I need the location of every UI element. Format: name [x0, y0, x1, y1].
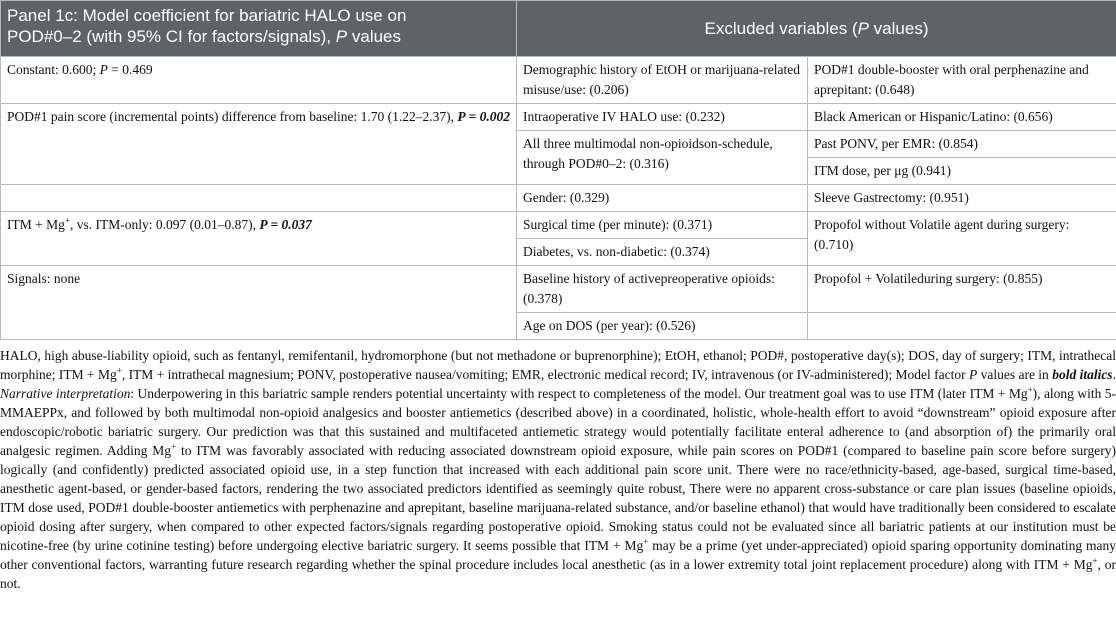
itm-mg-p: P = 0.037	[259, 217, 312, 232]
narrative-text-4: may be a prime (yet under-appreciated) opioid sparing opportunity dominating many other conventional factors, warranting future research regarding whether the spinal procedure includes local anesthetic (as in a lower extremity total joint replacement procedure) along with ITM + Mg	[0, 538, 1116, 572]
pain-score-p: P = 0.002	[457, 109, 510, 124]
header-model-panel	[1, 1, 517, 57]
itm-mg-sup: +	[64, 215, 70, 226]
header-left-line2: POD#0–2 (with 95% CI for factors/signals),	[7, 27, 336, 46]
excluded-variable-cell: Intraoperative IV HALO use: (0.232)	[517, 104, 808, 131]
pain-score-cell	[1, 104, 517, 185]
table-footnotes	[0, 346, 1116, 593]
header-right-p: P	[857, 19, 869, 38]
narrative-sup-4: +	[1092, 555, 1098, 566]
narrative-sup-3: +	[643, 536, 649, 547]
excluded-variable-cell: POD#1 double-booster with oral perphenazine and aprepitant: (0.648)	[808, 57, 1116, 104]
itm-mg-cell	[1, 212, 517, 266]
excluded-variable-cell: All three multimodal non-opioidson-schedule, through POD#0–2: (0.316)	[517, 131, 808, 185]
header-left-p: P	[335, 27, 348, 46]
narrative-text-3: to ITM was favorably associated with reducing associated downstream opioid exposure, while pain scores on POD#1 (compared to baseline pain score before surgery) logically (and confidently) predicted associated opioid use, in a step function that increased with each additional pain score unit. There were no race/ethnicity-based, age-based, surgical time-based, anesthetic agent-based, or gender-based factors, rendering the two associated predictors identified as seemingly quite robust, There were no apparent cross-substance or care plan issues (baseline opioids, ITM dose used, POD#1 double-booster antiemetics with perphenazine and aprepitant, baseline marijuana-related substance, and/or baseline ethanol) that would have traditionally been considered to escalate opioid dosing after surgery, when compared to other expected factors/signals regarding postoperative opioid. Smoking status could not be evaluated since all bariatric patients at our institution must be nicotine-free (by urine cotinine testing) before undergoing elective bariatric surgery. It seems possible that ITM + Mg	[0, 443, 1116, 553]
empty-cell	[808, 313, 1116, 340]
excluded-variable-cell: Baseline history of activepreoperative opioids: (0.378)	[517, 266, 808, 313]
pain-score-text: POD#1 pain score (incremental points) difference from baseline: 1.70 (1.22–2.37),	[7, 109, 458, 124]
excluded-variable-cell: Black American or Hispanic/Latino: (0.656)	[808, 104, 1116, 131]
narrative-sup-2: +	[171, 441, 177, 452]
abbr-text-3: values are in	[977, 367, 1053, 382]
excluded-variable-cell: Diabetes, vs. non-diabetic: (0.374)	[517, 239, 808, 266]
header-left-line1: Panel 1c: Model coefficient for bariatric HALO use on	[7, 6, 407, 25]
excluded-variable-cell: Past PONV, per EMR: (0.854)	[808, 131, 1116, 158]
excluded-variable-cell: Age on DOS (per year): (0.526)	[517, 313, 808, 340]
constant-cell	[1, 57, 517, 104]
abbreviations-paragraph	[0, 346, 1116, 384]
itm-mg-text: ITM + Mg	[7, 217, 65, 232]
constant-value: = 0.469	[107, 62, 153, 77]
narrative-text-2: ), along with 5-MMAEPPx, and followed by both multimodal non-opioid analgesics and booster antiemetics (described above) in a coordinated, holistic, whole-health effort to avoid “downstream” opioid exposure after endoscopic/robotic bariatric surgery. Our prediction was that this sustained and multifaceted antiemetic strategy would potentially facilitate enteral adherence to (and absorption of) the primarily oral analgesic regimen. Adding Mg	[0, 386, 1116, 458]
abbr-text-1: HALO, high abuse-liability opioid, such as fentanyl, remifentanil, hydromorphone (but not methadone or buprenorphine); EtOH, ethanol; POD#, postoperative day(s); DOS, day of surgery; ITM, intrathecal morphine; ITM + Mg	[0, 348, 1116, 382]
excluded-variable-cell: ITM dose, per μg (0.941)	[808, 158, 1116, 185]
excluded-variable-cell: Surgical time (per minute): (0.371)	[517, 212, 808, 239]
narrative-sup-1: +	[1027, 384, 1033, 395]
itm-mg-value: , vs. ITM-only: 0.097 (0.01–0.87),	[69, 217, 260, 232]
constant-p: P	[99, 62, 108, 77]
header-right-post: values)	[868, 19, 929, 38]
gender-blank-cell	[1, 185, 517, 212]
excluded-variable-cell: Propofol + Volatileduring surgery: (0.855)	[808, 266, 1116, 313]
excluded-variable-cell: Gender: (0.329)	[517, 185, 808, 212]
constant-text: Constant: 0.600;	[7, 62, 100, 77]
narrative-paragraph	[0, 384, 1116, 593]
abbr-sup: +	[116, 365, 122, 376]
signals-cell: Signals: none	[1, 266, 517, 340]
narrative-label: Narrative interpretation	[0, 386, 131, 401]
narrative-text-5: , or not.	[0, 557, 1116, 591]
header-excluded-variables	[517, 1, 1116, 57]
abbr-text-2: , ITM + intrathecal magnesium; PONV, postoperative nausea/vomiting; EMR, electronic medical record; IV, intravenous (or IV-administered); Model factor	[121, 367, 969, 382]
excluded-variable-cell: Sleeve Gastrectomy: (0.951)	[808, 185, 1116, 212]
abbr-p: P	[968, 367, 978, 382]
excluded-variable-cell: Propofol without Volatile agent during surgery: (0.710)	[808, 212, 1116, 266]
header-left-values: values	[347, 27, 402, 46]
header-right-pre: Excluded variables (	[704, 19, 858, 38]
abbr-bold-italics: bold italics	[1052, 367, 1113, 382]
abbr-end: .	[1112, 367, 1116, 382]
excluded-variable-cell: Demographic history of EtOH or marijuana-related misuse/use: (0.206)	[517, 57, 808, 104]
narrative-text-1: : Underpowering in this bariatric sample renders potential uncertainty with respect to completeness of the model. Our treatment goal was to use ITM (later ITM + Mg	[130, 386, 1028, 401]
